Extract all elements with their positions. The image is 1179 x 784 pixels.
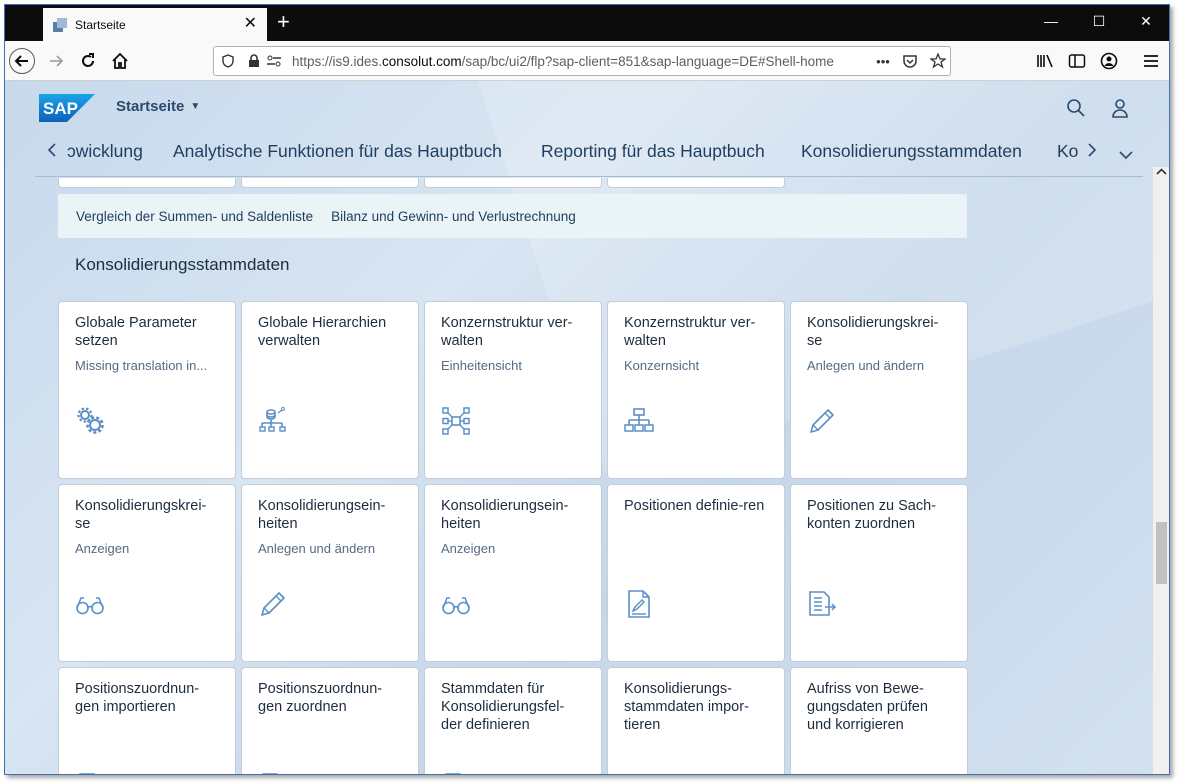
org-chart-icon: [624, 406, 654, 436]
check-icon: [807, 772, 837, 775]
tab-close-icon[interactable]: ✕: [243, 15, 257, 32]
shell-bar: [5, 81, 1169, 129]
library-icon[interactable]: [1035, 51, 1055, 71]
sap-logo[interactable]: [39, 94, 95, 122]
app-tile[interactable]: [790, 301, 968, 479]
tile-title: Globale Hierarchien verwalten: [258, 315, 387, 349]
app-tile[interactable]: [790, 484, 968, 662]
anchor-item-selected[interactable]: Konsolidierungsstammdaten: [801, 141, 1022, 161]
scroll-up-icon[interactable]: [1156, 167, 1167, 180]
tile-title: Konzernstruktur ver-walten: [441, 315, 573, 349]
tab-bar: [5, 5, 1169, 41]
app-tile[interactable]: [790, 667, 968, 775]
document-sign-icon: [624, 589, 654, 619]
previous-tile-edge: [424, 178, 602, 188]
sap-launchpad: [5, 81, 1169, 775]
tile-title: Positionszuordnun-gen zuordnen: [258, 681, 383, 715]
tile-title: Konzernstruktur ver-walten: [624, 315, 756, 349]
tile-title: Konsolidierungsein-heiten: [258, 498, 386, 532]
reload-button[interactable]: [75, 48, 101, 74]
fields-icon: [441, 772, 471, 775]
tile-subtitle: Anlegen und ändern: [807, 358, 925, 373]
glasses-icon: [75, 589, 105, 619]
home-icon: [111, 52, 129, 70]
app-tile[interactable]: [607, 484, 785, 662]
close-window-button[interactable]: ✕: [1140, 13, 1152, 29]
app-tile[interactable]: [607, 667, 785, 775]
tile-title: Globale Parameter setzen: [75, 315, 197, 349]
upload-icon: [624, 772, 654, 775]
group-title: Konsolidierungsstammdaten: [75, 255, 290, 274]
app-tile[interactable]: [241, 301, 419, 479]
tab-title: Startseite: [75, 17, 126, 32]
assign-icon: [258, 772, 288, 775]
link-tile[interactable]: Vergleich der Summen- und Saldenliste: [76, 208, 314, 224]
url-bar[interactable]: [213, 46, 951, 76]
anchor-item[interactable]: Ko: [1057, 141, 1079, 161]
anchor-overflow-icon[interactable]: [1119, 147, 1133, 165]
browser-tab[interactable]: [43, 8, 267, 41]
tile-title: Positionen zu Sach-konten zuordnen: [807, 498, 936, 532]
tile-subtitle: Einheitensicht: [441, 358, 522, 373]
caret-down-icon: ▼: [190, 101, 201, 112]
app-tile[interactable]: [58, 484, 236, 662]
anchor-list: [67, 129, 1085, 176]
anchor-scroll-left-icon[interactable]: [47, 143, 57, 162]
arrow-left-icon: [14, 53, 30, 69]
bookmark-star-icon[interactable]: [930, 53, 946, 69]
tile-subtitle: Anzeigen: [441, 541, 496, 556]
gears-icon: [75, 406, 105, 436]
sidebar-icon[interactable]: [1067, 51, 1087, 71]
tile-subtitle: Konzernsicht: [624, 358, 700, 373]
previous-tile-edge: [607, 178, 785, 188]
anchor-item[interactable]: Analytische Funktionen für das Hauptbuch: [173, 141, 502, 161]
glasses-icon: [441, 589, 471, 619]
app-tile[interactable]: [241, 484, 419, 662]
anchor-item[interactable]: ɔwicklung: [67, 141, 143, 161]
shell-title-menu[interactable]: [116, 98, 200, 115]
maximize-button[interactable]: ☐: [1092, 13, 1106, 29]
vertical-scrollbar[interactable]: [1153, 167, 1169, 775]
pencil-icon: [258, 589, 288, 619]
browser-window: [4, 4, 1170, 775]
app-tile[interactable]: [58, 301, 236, 479]
app-tile[interactable]: [607, 301, 785, 479]
app-tile[interactable]: [241, 667, 419, 775]
previous-tile-edge: [58, 178, 236, 188]
navigation-bar: [5, 41, 1169, 81]
tile-title: Stammdaten für Konsolidierungsfel-der definieren: [441, 681, 565, 733]
tile-subtitle: Anzeigen: [75, 541, 130, 556]
import-icon: [75, 772, 105, 775]
tile-title: Aufriss von Bewe-gungsdaten prüfen und korrigieren: [807, 681, 928, 733]
tile-subtitle: Anlegen und ändern: [258, 541, 376, 556]
pocket-icon[interactable]: [902, 53, 918, 69]
reload-icon: [80, 53, 96, 69]
permissions-icon[interactable]: [266, 53, 282, 69]
previous-tile-edge: [241, 178, 419, 188]
app-tile[interactable]: [424, 667, 602, 775]
tile-subtitle: Missing translation in...: [75, 358, 208, 373]
user-icon[interactable]: [1109, 97, 1131, 119]
shell-title: Startseite: [116, 98, 185, 115]
network-icon: [441, 406, 471, 436]
scrollbar-thumb[interactable]: [1156, 522, 1167, 584]
shield-icon[interactable]: [220, 53, 236, 69]
account-icon[interactable]: [1099, 51, 1119, 71]
arrow-right-icon: [48, 53, 64, 69]
pencil-icon: [807, 406, 837, 436]
link-tile[interactable]: Bilanz und Gewinn- und Verlustrechnung: [331, 208, 576, 224]
page-content: [5, 178, 1153, 775]
anchor-scroll-right-icon[interactable]: [1087, 143, 1097, 162]
tile-title: Positionszuordnun-gen importieren: [75, 681, 200, 715]
sap-favicon-icon: [53, 18, 67, 32]
home-button[interactable]: [107, 48, 133, 74]
app-tile[interactable]: [424, 301, 602, 479]
app-tile[interactable]: [58, 667, 236, 775]
tile-title: Konsolidierungs-stammdaten impor-tieren: [624, 681, 749, 733]
lock-icon[interactable]: [246, 53, 262, 69]
forward-button[interactable]: [43, 48, 69, 74]
hierarchy-database-icon: [258, 406, 288, 436]
anchor-item[interactable]: Reporting für das Hauptbuch: [541, 141, 765, 161]
anchor-bar: [35, 129, 1143, 177]
svg-text:SAP: SAP: [43, 99, 78, 118]
tile-title: Konsolidierungsein-heiten: [441, 498, 569, 532]
new-tab-button[interactable]: +: [277, 9, 290, 34]
link-tiles-bar: [58, 194, 967, 238]
tile-title: Konsolidierungskrei-se: [807, 315, 939, 349]
url-text: https://is9.ides.consolut.com/sap/bc/ui2/flp?sap-client=851&sap-language=DE#Shell-home: [292, 53, 834, 69]
list-assign-icon: [807, 589, 837, 619]
back-button[interactable]: [9, 48, 35, 74]
minimize-button[interactable]: —: [1044, 13, 1058, 29]
menu-icon[interactable]: [1141, 51, 1161, 71]
tile-title: Konsolidierungskrei-se: [75, 498, 207, 532]
page-actions-icon[interactable]: •••: [876, 53, 890, 69]
app-tile[interactable]: [424, 484, 602, 662]
tile-title: Positionen definie-ren: [624, 498, 765, 514]
search-icon[interactable]: [1065, 97, 1087, 119]
